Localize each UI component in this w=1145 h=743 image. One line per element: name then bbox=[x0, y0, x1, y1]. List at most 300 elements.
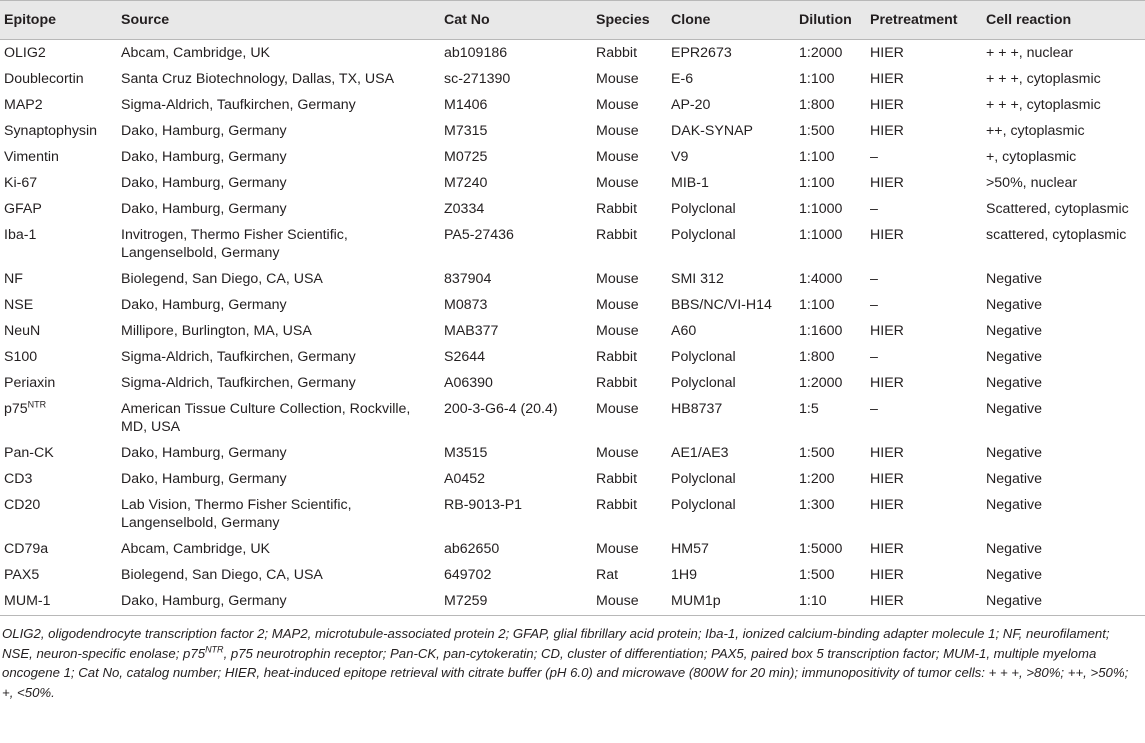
pretreatment-cell bbox=[866, 492, 982, 536]
source-cell bbox=[117, 66, 440, 92]
species-cell bbox=[592, 170, 667, 196]
cell-reaction-cell bbox=[982, 266, 1145, 292]
cell-reaction-cell bbox=[982, 492, 1145, 536]
species-cell-text: Rabbit bbox=[596, 471, 638, 487]
epitope-cell-text: CD3 bbox=[4, 471, 33, 487]
pretreatment-cell bbox=[866, 292, 982, 318]
cat-no-cell-text: ab109186 bbox=[444, 45, 508, 61]
dilution-cell-text: 1:200 bbox=[799, 471, 835, 487]
source-cell bbox=[117, 92, 440, 118]
cell-reaction-cell bbox=[982, 370, 1145, 396]
clone-cell bbox=[667, 92, 795, 118]
clone-cell bbox=[667, 318, 795, 344]
clone-cell bbox=[667, 170, 795, 196]
clone-cell bbox=[667, 536, 795, 562]
epitope-cell-text: S100 bbox=[4, 349, 38, 365]
source-cell-text: Dako, Hamburg, Germany bbox=[121, 175, 287, 191]
cat-no-cell-text: A0452 bbox=[444, 471, 486, 487]
cat-no-cell-text: PA5-27436 bbox=[444, 227, 514, 243]
species-cell bbox=[592, 66, 667, 92]
cat-no-cell bbox=[440, 466, 592, 492]
epitope-cell-text: Iba-1 bbox=[4, 227, 37, 243]
cat-no-cell bbox=[440, 40, 592, 67]
dilution-cell bbox=[795, 588, 866, 616]
cell-reaction-cell-text: + + +, cytoplasmic bbox=[986, 71, 1101, 87]
pretreatment-cell bbox=[866, 344, 982, 370]
pretreatment-cell-text: – bbox=[870, 297, 878, 313]
cell-reaction-cell-text: Negative bbox=[986, 497, 1042, 513]
pretreatment-cell bbox=[866, 588, 982, 616]
source-cell bbox=[117, 562, 440, 588]
pretreatment-cell-text: HIER bbox=[870, 567, 904, 583]
table-row bbox=[0, 144, 1145, 170]
source-cell bbox=[117, 292, 440, 318]
species-cell-text: Mouse bbox=[596, 123, 639, 139]
dilution-cell bbox=[795, 222, 866, 266]
epitope-cell bbox=[0, 222, 117, 266]
cat-no-cell bbox=[440, 344, 592, 370]
pretreatment-cell-text: – bbox=[870, 201, 878, 217]
cell-reaction-cell-text: Negative bbox=[986, 297, 1042, 313]
pretreatment-cell-text: HIER bbox=[870, 323, 904, 339]
cat-no-cell bbox=[440, 144, 592, 170]
clone-cell-text: Polyclonal bbox=[671, 227, 736, 243]
dilution-cell bbox=[795, 196, 866, 222]
dilution-cell-text: 1:500 bbox=[799, 123, 835, 139]
cat-no-cell bbox=[440, 266, 592, 292]
pretreatment-cell-text: HIER bbox=[870, 97, 904, 113]
cat-no-cell-text: ab62650 bbox=[444, 541, 500, 557]
table-row bbox=[0, 370, 1145, 396]
species-cell-text: Rat bbox=[596, 567, 619, 583]
clone-cell-text: AE1/AE3 bbox=[671, 445, 729, 461]
epitope-cell-text: GFAP bbox=[4, 201, 42, 217]
table-row bbox=[0, 92, 1145, 118]
epitope-cell-text: p75 bbox=[4, 401, 28, 417]
cat-no-cell bbox=[440, 396, 592, 440]
species-cell bbox=[592, 588, 667, 616]
source-cell bbox=[117, 196, 440, 222]
source-cell bbox=[117, 266, 440, 292]
clone-cell-text: EPR2673 bbox=[671, 45, 732, 61]
cat-no-cell bbox=[440, 196, 592, 222]
dilution-cell bbox=[795, 66, 866, 92]
clone-cell-text: Polyclonal bbox=[671, 497, 736, 513]
epitope-cell-text: OLIG2 bbox=[4, 45, 46, 61]
epitope-cell-text: Periaxin bbox=[4, 375, 56, 391]
pretreatment-cell-text: HIER bbox=[870, 45, 904, 61]
species-cell bbox=[592, 396, 667, 440]
table-row bbox=[0, 266, 1145, 292]
epitope-cell-text: PAX5 bbox=[4, 567, 40, 583]
pretreatment-cell bbox=[866, 40, 982, 67]
cell-reaction-cell bbox=[982, 144, 1145, 170]
epitope-cell bbox=[0, 466, 117, 492]
table-row bbox=[0, 466, 1145, 492]
header-cat-no: Cat No bbox=[440, 1, 592, 40]
pretreatment-cell-text: HIER bbox=[870, 471, 904, 487]
species-cell bbox=[592, 318, 667, 344]
source-cell bbox=[117, 318, 440, 344]
clone-cell bbox=[667, 222, 795, 266]
source-cell bbox=[117, 396, 440, 440]
cell-reaction-cell-text: Negative bbox=[986, 445, 1042, 461]
cell-reaction-cell bbox=[982, 196, 1145, 222]
source-cell-text: Dako, Hamburg, Germany bbox=[121, 123, 287, 139]
epitope-cell bbox=[0, 144, 117, 170]
table-row bbox=[0, 440, 1145, 466]
species-cell bbox=[592, 466, 667, 492]
clone-cell bbox=[667, 492, 795, 536]
cat-no-cell-text: M3515 bbox=[444, 445, 488, 461]
dilution-cell bbox=[795, 396, 866, 440]
species-cell bbox=[592, 344, 667, 370]
cell-reaction-cell-text: Negative bbox=[986, 401, 1042, 417]
dilution-cell-text: 1:2000 bbox=[799, 375, 843, 391]
species-cell-text: Mouse bbox=[596, 149, 639, 165]
epitope-cell-text: Ki-67 bbox=[4, 175, 38, 191]
cell-reaction-cell-text: + + +, cytoplasmic bbox=[986, 97, 1101, 113]
source-cell-text: Abcam, Cambridge, UK bbox=[121, 45, 271, 61]
clone-cell bbox=[667, 144, 795, 170]
source-cell bbox=[117, 466, 440, 492]
dilution-cell bbox=[795, 440, 866, 466]
clone-cell-text: MUM1p bbox=[671, 593, 721, 609]
epitope-cell-text: Pan-CK bbox=[4, 445, 54, 461]
cat-no-cell bbox=[440, 318, 592, 344]
source-cell bbox=[117, 370, 440, 396]
clone-cell bbox=[667, 466, 795, 492]
cell-reaction-cell-text: >50%, nuclear bbox=[986, 175, 1078, 191]
source-cell bbox=[117, 536, 440, 562]
clone-cell-text: BBS/NC/VI-H14 bbox=[671, 297, 772, 313]
clone-cell-text: HB8737 bbox=[671, 401, 723, 417]
clone-cell-text: DAK-SYNAP bbox=[671, 123, 753, 139]
dilution-cell bbox=[795, 118, 866, 144]
cell-reaction-cell bbox=[982, 344, 1145, 370]
cat-no-cell bbox=[440, 292, 592, 318]
cell-reaction-cell bbox=[982, 466, 1145, 492]
cell-reaction-cell bbox=[982, 222, 1145, 266]
cell-reaction-cell bbox=[982, 440, 1145, 466]
species-cell-text: Rabbit bbox=[596, 45, 638, 61]
cat-no-cell bbox=[440, 370, 592, 396]
species-cell-text: Rabbit bbox=[596, 349, 638, 365]
species-cell-text: Mouse bbox=[596, 175, 639, 191]
cell-reaction-cell-text: Negative bbox=[986, 323, 1042, 339]
clone-cell bbox=[667, 370, 795, 396]
cat-no-cell-text: 649702 bbox=[444, 567, 492, 583]
dilution-cell-text: 1:300 bbox=[799, 497, 835, 513]
clone-cell-text: 1H9 bbox=[671, 567, 698, 583]
species-cell bbox=[592, 118, 667, 144]
source-cell bbox=[117, 588, 440, 616]
epitope-cell-text: MAP2 bbox=[4, 97, 43, 113]
pretreatment-cell bbox=[866, 466, 982, 492]
dilution-cell bbox=[795, 562, 866, 588]
cat-no-cell-text: Z0334 bbox=[444, 201, 485, 217]
cell-reaction-cell bbox=[982, 40, 1145, 67]
clone-cell bbox=[667, 266, 795, 292]
dilution-cell bbox=[795, 492, 866, 536]
table-row bbox=[0, 292, 1145, 318]
footnote-text-part2: , p75 neurotrophin receptor; Pan-CK, pan-cytokeratin; CD, cluster of differentiation; PAX5, paired box 5 transcription factor; MUM-1, multiple myeloma oncogene 1; Cat No, catalog number; HIER, heat-induced epitope retrieval with citrate buffer (pH 6.0) and microwave (800W for 20 min); immunopositivity of tumor cells: + + +, >80%; ++, >50%; +, <50%. bbox=[2, 645, 1129, 700]
source-cell-text: American Tissue Culture Collection, Rockville, MD, USA bbox=[121, 401, 411, 435]
pretreatment-cell-text: HIER bbox=[870, 123, 904, 139]
clone-cell bbox=[667, 440, 795, 466]
clone-cell bbox=[667, 66, 795, 92]
dilution-cell-text: 1:5000 bbox=[799, 541, 843, 557]
source-cell-text: Millipore, Burlington, MA, USA bbox=[121, 323, 312, 339]
pretreatment-cell-text: – bbox=[870, 149, 878, 165]
source-cell bbox=[117, 222, 440, 266]
cat-no-cell-text: sc-271390 bbox=[444, 71, 511, 87]
clone-cell bbox=[667, 396, 795, 440]
dilution-cell-text: 1:2000 bbox=[799, 45, 843, 61]
epitope-cell bbox=[0, 588, 117, 616]
epitope-cell bbox=[0, 396, 117, 440]
epitope-cell bbox=[0, 170, 117, 196]
species-cell bbox=[592, 266, 667, 292]
cell-reaction-cell-text: +, cytoplasmic bbox=[986, 149, 1077, 165]
cat-no-cell bbox=[440, 66, 592, 92]
dilution-cell-text: 1:10 bbox=[799, 593, 827, 609]
species-cell bbox=[592, 562, 667, 588]
species-cell-text: Mouse bbox=[596, 445, 639, 461]
cat-no-cell bbox=[440, 222, 592, 266]
species-cell-text: Mouse bbox=[596, 97, 639, 113]
cat-no-cell bbox=[440, 170, 592, 196]
pretreatment-cell bbox=[866, 536, 982, 562]
epitope-cell bbox=[0, 562, 117, 588]
cat-no-cell bbox=[440, 92, 592, 118]
source-cell bbox=[117, 492, 440, 536]
source-cell-text: Biolegend, San Diego, CA, USA bbox=[121, 271, 323, 287]
table-row bbox=[0, 318, 1145, 344]
epitope-cell-text: MUM-1 bbox=[4, 593, 51, 609]
species-cell bbox=[592, 222, 667, 266]
epitope-cell-text: Vimentin bbox=[4, 149, 59, 165]
dilution-cell-text: 1:800 bbox=[799, 97, 835, 113]
dilution-cell-text: 1:800 bbox=[799, 349, 835, 365]
clone-cell-text: Polyclonal bbox=[671, 375, 736, 391]
cat-no-cell-text: M0725 bbox=[444, 149, 488, 165]
epitope-cell bbox=[0, 40, 117, 67]
epitope-cell-text: CD20 bbox=[4, 497, 41, 513]
pretreatment-cell-text: HIER bbox=[870, 593, 904, 609]
clone-cell bbox=[667, 344, 795, 370]
dilution-cell-text: 1:100 bbox=[799, 297, 835, 313]
species-cell bbox=[592, 196, 667, 222]
pretreatment-cell-text: HIER bbox=[870, 541, 904, 557]
dilution-cell bbox=[795, 92, 866, 118]
cat-no-cell bbox=[440, 588, 592, 616]
epitope-cell bbox=[0, 440, 117, 466]
dilution-cell-text: 1:500 bbox=[799, 567, 835, 583]
pretreatment-cell bbox=[866, 562, 982, 588]
cat-no-cell-text: RB-9013-P1 bbox=[444, 497, 523, 513]
cell-reaction-cell bbox=[982, 292, 1145, 318]
cat-no-cell-text: 200-3-G6-4 (20.4) bbox=[444, 401, 558, 417]
species-cell-text: Mouse bbox=[596, 541, 639, 557]
cell-reaction-cell-text: Negative bbox=[986, 349, 1042, 365]
clone-cell-text: V9 bbox=[671, 149, 689, 165]
cell-reaction-cell bbox=[982, 396, 1145, 440]
cat-no-cell-text: M7240 bbox=[444, 175, 488, 191]
pretreatment-cell bbox=[866, 266, 982, 292]
epitope-cell bbox=[0, 66, 117, 92]
species-cell bbox=[592, 92, 667, 118]
species-cell bbox=[592, 292, 667, 318]
cell-reaction-cell-text: Negative bbox=[986, 541, 1042, 557]
cell-reaction-cell-text: Scattered, cytoplasmic bbox=[986, 201, 1129, 217]
dilution-cell bbox=[795, 144, 866, 170]
species-cell-text: Rabbit bbox=[596, 201, 638, 217]
table-row bbox=[0, 396, 1145, 440]
source-cell-text: Dako, Hamburg, Germany bbox=[121, 297, 287, 313]
pretreatment-cell bbox=[866, 222, 982, 266]
species-cell bbox=[592, 492, 667, 536]
epitope-cell-text: NeuN bbox=[4, 323, 41, 339]
clone-cell-text: Polyclonal bbox=[671, 471, 736, 487]
cat-no-cell bbox=[440, 562, 592, 588]
epitope-cell bbox=[0, 492, 117, 536]
clone-cell bbox=[667, 562, 795, 588]
source-cell-text: Invitrogen, Thermo Fisher Scientific, Langenselbold, Germany bbox=[121, 227, 348, 261]
dilution-cell-text: 1:100 bbox=[799, 175, 835, 191]
table-row bbox=[0, 492, 1145, 536]
pretreatment-cell-text: HIER bbox=[870, 227, 904, 243]
cell-reaction-cell bbox=[982, 536, 1145, 562]
source-cell bbox=[117, 170, 440, 196]
cell-reaction-cell-text: + + +, nuclear bbox=[986, 45, 1074, 61]
source-cell-text: Dako, Hamburg, Germany bbox=[121, 445, 287, 461]
table-row bbox=[0, 196, 1145, 222]
header-source: Source bbox=[117, 1, 440, 40]
species-cell-text: Rabbit bbox=[596, 497, 638, 513]
dilution-cell bbox=[795, 40, 866, 67]
dilution-cell-text: 1:4000 bbox=[799, 271, 843, 287]
epitope-cell bbox=[0, 196, 117, 222]
pretreatment-cell-text: – bbox=[870, 271, 878, 287]
species-cell-text: Mouse bbox=[596, 323, 639, 339]
source-cell-text: Dako, Hamburg, Germany bbox=[121, 201, 287, 217]
clone-cell-text: MIB-1 bbox=[671, 175, 709, 191]
cell-reaction-cell-text: Negative bbox=[986, 593, 1042, 609]
epitope-cell-text: Synaptophysin bbox=[4, 123, 98, 139]
epitope-cell bbox=[0, 536, 117, 562]
cell-reaction-cell bbox=[982, 118, 1145, 144]
cell-reaction-cell bbox=[982, 318, 1145, 344]
species-cell-text: Mouse bbox=[596, 71, 639, 87]
pretreatment-cell-text: HIER bbox=[870, 375, 904, 391]
clone-cell bbox=[667, 40, 795, 67]
source-cell bbox=[117, 40, 440, 67]
pretreatment-cell-text: – bbox=[870, 401, 878, 417]
dilution-cell bbox=[795, 536, 866, 562]
dilution-cell-text: 1:500 bbox=[799, 445, 835, 461]
pretreatment-cell bbox=[866, 370, 982, 396]
cell-reaction-cell-text: Negative bbox=[986, 271, 1042, 287]
cat-no-cell bbox=[440, 536, 592, 562]
dilution-cell-text: 1:1000 bbox=[799, 227, 843, 243]
cell-reaction-cell bbox=[982, 66, 1145, 92]
table-row bbox=[0, 118, 1145, 144]
pretreatment-cell bbox=[866, 318, 982, 344]
pretreatment-cell bbox=[866, 170, 982, 196]
epitope-cell bbox=[0, 344, 117, 370]
dilution-cell bbox=[795, 266, 866, 292]
table-row bbox=[0, 40, 1145, 67]
species-cell bbox=[592, 536, 667, 562]
clone-cell bbox=[667, 118, 795, 144]
epitope-cell bbox=[0, 318, 117, 344]
species-cell bbox=[592, 144, 667, 170]
source-cell bbox=[117, 118, 440, 144]
cell-reaction-cell-text: scattered, cytoplasmic bbox=[986, 227, 1127, 243]
pretreatment-cell-text: HIER bbox=[870, 175, 904, 191]
dilution-cell bbox=[795, 370, 866, 396]
table-row bbox=[0, 222, 1145, 266]
header-species: Species bbox=[592, 1, 667, 40]
dilution-cell-text: 1:1000 bbox=[799, 201, 843, 217]
source-cell-text: Biolegend, San Diego, CA, USA bbox=[121, 567, 323, 583]
species-cell bbox=[592, 440, 667, 466]
header-clone: Clone bbox=[667, 1, 795, 40]
clone-cell bbox=[667, 292, 795, 318]
table-row bbox=[0, 344, 1145, 370]
cat-no-cell bbox=[440, 440, 592, 466]
table-footnote bbox=[0, 616, 1145, 702]
source-cell-text: Dako, Hamburg, Germany bbox=[121, 593, 287, 609]
cell-reaction-cell bbox=[982, 588, 1145, 616]
source-cell-text: Dako, Hamburg, Germany bbox=[121, 149, 287, 165]
table-row bbox=[0, 170, 1145, 196]
clone-cell-text: E-6 bbox=[671, 71, 694, 87]
dilution-cell bbox=[795, 292, 866, 318]
pretreatment-cell bbox=[866, 196, 982, 222]
clone-cell-text: AP-20 bbox=[671, 97, 711, 113]
cat-no-cell-text: M0873 bbox=[444, 297, 488, 313]
clone-cell bbox=[667, 196, 795, 222]
pretreatment-cell bbox=[866, 440, 982, 466]
epitope-superscript: NTR bbox=[27, 399, 47, 410]
cat-no-cell bbox=[440, 492, 592, 536]
dilution-cell bbox=[795, 170, 866, 196]
dilution-cell-text: 1:100 bbox=[799, 71, 835, 87]
dilution-cell-text: 1:100 bbox=[799, 149, 835, 165]
epitope-cell bbox=[0, 92, 117, 118]
source-cell-text: Abcam, Cambridge, UK bbox=[121, 541, 271, 557]
source-cell-text: Sigma-Aldrich, Taufkirchen, Germany bbox=[121, 349, 356, 365]
dilution-cell-text: 1:5 bbox=[799, 401, 819, 417]
cell-reaction-cell bbox=[982, 562, 1145, 588]
epitope-cell bbox=[0, 118, 117, 144]
dilution-cell-text: 1:1600 bbox=[799, 323, 843, 339]
species-cell-text: Rabbit bbox=[596, 227, 638, 243]
source-cell-text: Sigma-Aldrich, Taufkirchen, Germany bbox=[121, 375, 356, 391]
source-cell-text: Dako, Hamburg, Germany bbox=[121, 471, 287, 487]
pretreatment-cell-text: HIER bbox=[870, 497, 904, 513]
epitope-cell-text: Doublecortin bbox=[4, 71, 84, 87]
header-pretreatment: Pretreatment bbox=[866, 1, 982, 40]
footnote-text-part1: OLIG2, oligodendrocyte transcription factor 2; MAP2, microtubule-associated protein 2; GFAP, glial fibrillary acid protein; Iba-1, ionized calcium-binding adapter molecule 1; NF, neurofilament; NSE, neuron-specific enolase; p75 bbox=[2, 626, 1110, 661]
pretreatment-cell bbox=[866, 92, 982, 118]
header-dilution: Dilution bbox=[795, 1, 866, 40]
header-row bbox=[0, 1, 1145, 40]
species-cell-text: Mouse bbox=[596, 271, 639, 287]
species-cell-text: Mouse bbox=[596, 297, 639, 313]
